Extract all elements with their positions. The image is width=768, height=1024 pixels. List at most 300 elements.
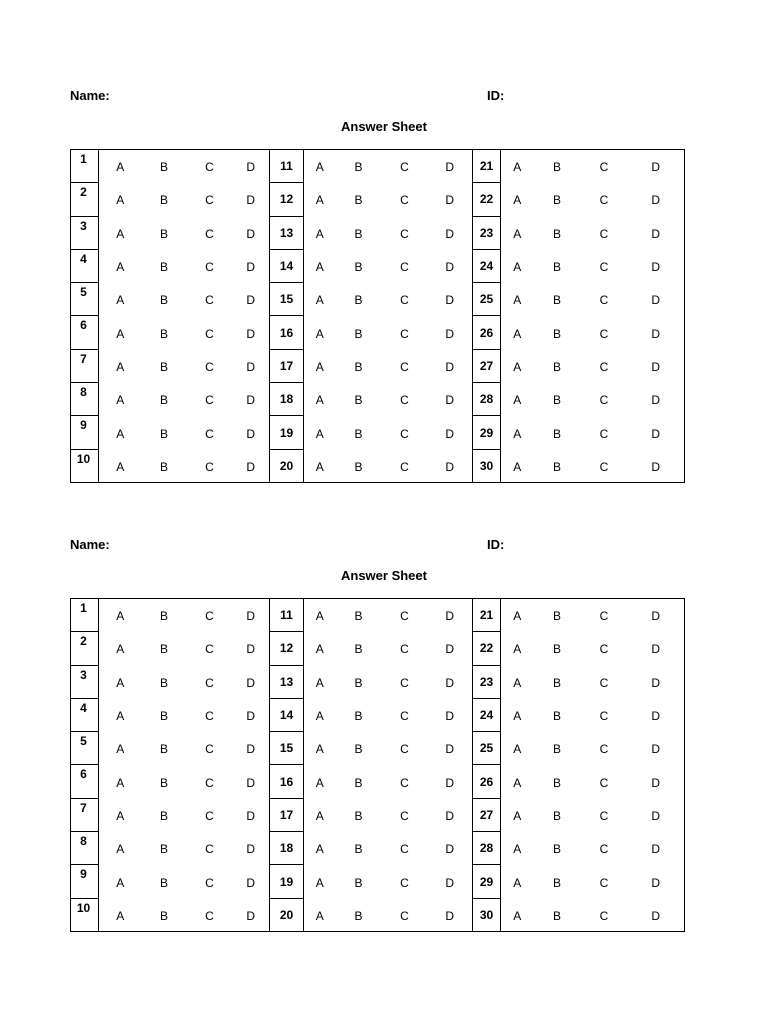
question-number: [270, 732, 304, 765]
answer-option: [142, 150, 187, 183]
question-number-text: 5: [80, 734, 87, 749]
answer-option: [428, 898, 473, 931]
answer-option: [99, 632, 142, 665]
answer-option-letter: D: [651, 875, 661, 890]
question-number-text: 28: [479, 841, 494, 856]
answer-option-letter: C: [205, 808, 214, 823]
answer-option: [382, 150, 428, 183]
answer-option-letter: B: [354, 675, 363, 690]
question-number: [473, 765, 501, 798]
answer-option: [628, 632, 685, 665]
answer-option-letter: C: [599, 426, 609, 441]
answer-option-letter: B: [354, 226, 363, 241]
answer-option-letter: A: [513, 293, 522, 308]
question-number-text: 12: [279, 641, 294, 656]
question-number-text: 3: [80, 218, 87, 233]
answer-option-letter: A: [116, 359, 125, 374]
answer-option: [233, 765, 270, 798]
question-number: [270, 865, 304, 898]
answer-option-letter: D: [445, 459, 455, 474]
answer-option: [142, 798, 187, 831]
answer-option-letter: A: [513, 875, 522, 890]
answer-option-letter: D: [445, 226, 455, 241]
answer-option-letter: A: [513, 742, 522, 757]
question-number: [71, 765, 99, 798]
answer-option: [99, 832, 142, 865]
answer-option: [304, 416, 336, 449]
answer-option: [233, 349, 270, 382]
question-number-text: 13: [279, 674, 294, 689]
answer-option: [501, 732, 534, 765]
answer-option-letter: B: [552, 609, 561, 624]
answer-row: [71, 865, 685, 898]
question-number-text: 26: [479, 774, 494, 789]
answer-option: [501, 416, 534, 449]
answer-option-letter: A: [315, 742, 324, 757]
answer-option: [187, 765, 233, 798]
question-number: [270, 316, 304, 349]
answer-option-letter: B: [552, 393, 561, 408]
answer-option-letter: B: [552, 742, 561, 757]
answer-option: [501, 698, 534, 731]
answer-option-letter: B: [159, 426, 168, 441]
answer-option-letter: C: [400, 842, 409, 857]
question-number-text: 16: [279, 325, 294, 340]
answer-option: [142, 449, 187, 482]
answer-option: [142, 665, 187, 698]
answer-option-letter: A: [116, 260, 125, 275]
answer-option-letter: D: [445, 742, 455, 757]
answer-option: [336, 632, 382, 665]
answer-option-letter: A: [315, 260, 324, 275]
answer-option: [187, 632, 233, 665]
answer-option: [628, 665, 685, 698]
answer-option-letter: C: [205, 742, 214, 757]
question-number: [71, 383, 99, 416]
answer-option-letter: D: [246, 359, 256, 374]
answer-option: [304, 449, 336, 482]
answer-option: [628, 732, 685, 765]
answer-option: [628, 383, 685, 416]
answer-option-letter: B: [354, 459, 363, 474]
answer-option: [99, 898, 142, 931]
answer-option: [304, 765, 336, 798]
answer-option-letter: B: [159, 609, 168, 624]
answer-option: [501, 898, 534, 931]
answer-option-letter: A: [513, 642, 522, 657]
answer-option-letter: B: [159, 808, 168, 823]
answer-option: [187, 249, 233, 282]
answer-option: [581, 599, 628, 632]
question-number: [270, 383, 304, 416]
answer-option: [581, 216, 628, 249]
question-number-text: 29: [479, 874, 494, 889]
answer-option-letter: A: [513, 160, 522, 175]
answer-option-letter: D: [651, 742, 661, 757]
question-number-text: 28: [479, 392, 494, 407]
answer-option: [233, 665, 270, 698]
answer-option: [142, 283, 187, 316]
answer-option-letter: A: [116, 775, 125, 790]
answer-option: [501, 183, 534, 216]
question-number: [270, 416, 304, 449]
answer-option: [142, 349, 187, 382]
answer-option-letter: A: [116, 426, 125, 441]
answer-option: [336, 283, 382, 316]
answer-option-letter: D: [651, 359, 661, 374]
answer-option: [233, 832, 270, 865]
answer-option: [501, 449, 534, 482]
answer-option-letter: D: [445, 293, 455, 308]
answer-option: [142, 249, 187, 282]
question-number-text: 6: [80, 318, 87, 333]
answer-option: [428, 150, 473, 183]
answer-option: [99, 349, 142, 382]
answer-option: [581, 732, 628, 765]
answer-option: [581, 383, 628, 416]
answer-option-letter: D: [651, 908, 661, 923]
answer-option: [428, 349, 473, 382]
answer-option-letter: B: [552, 709, 561, 724]
answer-option-letter: A: [513, 609, 522, 624]
question-number-text: 14: [279, 259, 294, 274]
answer-option: [304, 183, 336, 216]
question-number: [473, 698, 501, 731]
answer-option: [581, 865, 628, 898]
question-number: [71, 698, 99, 731]
answer-option: [233, 798, 270, 831]
answer-option-letter: D: [246, 908, 256, 923]
answer-option: [581, 316, 628, 349]
answer-option-letter: B: [354, 875, 363, 890]
sheet-title: Answer Sheet: [341, 568, 427, 583]
answer-row: [71, 698, 685, 731]
answer-option-letter: B: [552, 359, 561, 374]
answer-option: [501, 798, 534, 831]
question-number-text: 23: [479, 674, 494, 689]
answer-row: [71, 732, 685, 765]
answer-option: [336, 449, 382, 482]
answer-option: [428, 183, 473, 216]
answer-option: [382, 832, 428, 865]
question-number: [71, 665, 99, 698]
answer-option: [534, 449, 581, 482]
answer-option: [382, 898, 428, 931]
question-number-text: 18: [279, 392, 294, 407]
answer-option-letter: A: [315, 642, 324, 657]
answer-option: [382, 599, 428, 632]
question-number: [270, 349, 304, 382]
answer-option: [428, 383, 473, 416]
question-number: [270, 665, 304, 698]
answer-option-letter: B: [159, 709, 168, 724]
answer-option-letter: A: [315, 293, 324, 308]
question-number-text: 27: [479, 807, 494, 822]
name-label: Name:: [70, 537, 110, 552]
answer-option: [428, 732, 473, 765]
answer-option-letter: A: [315, 193, 324, 208]
question-number: [270, 283, 304, 316]
answer-option-letter: D: [445, 908, 455, 923]
answer-option-letter: A: [116, 808, 125, 823]
answer-option-letter: B: [552, 226, 561, 241]
answer-option: [501, 632, 534, 665]
answer-option: [534, 665, 581, 698]
answer-option: [534, 599, 581, 632]
question-number-text: 17: [279, 358, 294, 373]
answer-option: [501, 765, 534, 798]
question-number-text: 22: [479, 641, 494, 656]
answer-option-letter: A: [116, 293, 125, 308]
answer-option: [233, 216, 270, 249]
answer-option: [534, 150, 581, 183]
question-number: [270, 599, 304, 632]
answer-option-letter: D: [651, 293, 661, 308]
answer-option-letter: B: [159, 393, 168, 408]
answer-option-letter: D: [445, 393, 455, 408]
answer-option-letter: C: [599, 875, 609, 890]
question-number: [71, 599, 99, 632]
answer-option-letter: A: [513, 426, 522, 441]
answer-option-letter: A: [513, 226, 522, 241]
answer-option-letter: C: [599, 393, 609, 408]
answer-option-letter: D: [651, 459, 661, 474]
answer-option: [534, 632, 581, 665]
answer-option-letter: C: [599, 842, 609, 857]
question-number: [473, 216, 501, 249]
answer-option-letter: B: [159, 642, 168, 657]
answer-option: [187, 349, 233, 382]
answer-option: [581, 150, 628, 183]
answer-option-letter: C: [205, 709, 214, 724]
answer-option: [382, 249, 428, 282]
answer-row: [71, 150, 685, 183]
answer-option-letter: B: [552, 459, 561, 474]
answer-option: [233, 316, 270, 349]
question-number-text: 10: [76, 900, 91, 915]
answer-option-letter: A: [116, 675, 125, 690]
answer-option: [628, 798, 685, 831]
question-number-text: 2: [80, 185, 87, 200]
answer-option: [233, 698, 270, 731]
answer-option-letter: A: [315, 609, 324, 624]
answer-option: [99, 765, 142, 798]
answer-option-letter: D: [246, 609, 256, 624]
question-number-text: 1: [80, 152, 87, 166]
answer-option: [501, 316, 534, 349]
question-number: [71, 349, 99, 382]
answer-option-letter: B: [552, 326, 561, 341]
question-number-text: 21: [479, 159, 494, 174]
answer-option-letter: D: [445, 842, 455, 857]
answer-option: [304, 665, 336, 698]
sheet-title: Answer Sheet: [341, 119, 427, 134]
answer-option-letter: C: [599, 742, 609, 757]
answer-option-letter: C: [205, 842, 214, 857]
question-number-text: 30: [479, 907, 494, 922]
answer-option-letter: B: [552, 260, 561, 275]
answer-option: [99, 732, 142, 765]
answer-option: [501, 383, 534, 416]
answer-option: [534, 865, 581, 898]
answer-option: [428, 599, 473, 632]
question-number: [270, 832, 304, 865]
answer-option: [428, 832, 473, 865]
answer-option: [99, 316, 142, 349]
answer-option: [99, 599, 142, 632]
answer-option: [233, 865, 270, 898]
question-number: [473, 416, 501, 449]
question-number: [473, 316, 501, 349]
question-number: [473, 665, 501, 698]
answer-option: [382, 798, 428, 831]
answer-option-letter: D: [246, 775, 256, 790]
answer-option: [428, 698, 473, 731]
answer-option-letter: D: [246, 226, 256, 241]
answer-row: [71, 416, 685, 449]
answer-option-letter: B: [552, 293, 561, 308]
answer-option: [382, 383, 428, 416]
question-number-text: 29: [479, 425, 494, 440]
answer-option: [428, 316, 473, 349]
answer-option: [187, 865, 233, 898]
answer-option-letter: A: [315, 908, 324, 923]
answer-option-letter: B: [354, 193, 363, 208]
answer-option-letter: C: [205, 609, 214, 624]
answer-option-letter: B: [552, 160, 561, 175]
answer-option-letter: A: [315, 393, 324, 408]
answer-option: [501, 349, 534, 382]
answer-option-letter: D: [651, 160, 661, 175]
answer-option: [142, 765, 187, 798]
answer-option-letter: A: [116, 642, 125, 657]
question-number: [71, 283, 99, 316]
answer-option: [534, 698, 581, 731]
question-number: [473, 183, 501, 216]
answer-option: [382, 216, 428, 249]
answer-option-letter: A: [315, 426, 324, 441]
answer-option-letter: C: [400, 193, 409, 208]
answer-option: [142, 732, 187, 765]
answer-option-letter: C: [205, 459, 214, 474]
answer-option-letter: D: [651, 808, 661, 823]
answer-option: [142, 383, 187, 416]
question-number: [473, 865, 501, 898]
answer-option-letter: C: [400, 226, 409, 241]
question-number: [473, 150, 501, 183]
answer-option-letter: A: [513, 393, 522, 408]
answer-option-letter: A: [116, 908, 125, 923]
answer-option: [304, 865, 336, 898]
question-number: [71, 150, 99, 183]
answer-option: [187, 383, 233, 416]
answer-option-letter: C: [599, 293, 609, 308]
question-number: [270, 183, 304, 216]
answer-option: [501, 150, 534, 183]
answer-option-letter: C: [400, 393, 409, 408]
answer-option: [99, 865, 142, 898]
question-number-text: 21: [479, 608, 494, 623]
answer-option: [501, 665, 534, 698]
answer-option: [628, 316, 685, 349]
answer-option: [304, 798, 336, 831]
answer-option-letter: A: [116, 226, 125, 241]
answer-option-letter: C: [205, 642, 214, 657]
answer-option: [233, 150, 270, 183]
answer-option-letter: D: [651, 609, 661, 624]
question-number-text: 5: [80, 285, 87, 300]
answer-option: [382, 698, 428, 731]
question-number: [71, 249, 99, 282]
answer-option: [628, 416, 685, 449]
answer-row: [71, 449, 685, 482]
question-number-text: 20: [279, 907, 294, 922]
answer-option: [336, 183, 382, 216]
answer-option: [142, 416, 187, 449]
answer-option: [142, 216, 187, 249]
answer-option: [99, 665, 142, 698]
answer-option: [336, 898, 382, 931]
answer-option-letter: C: [205, 293, 214, 308]
answer-row: [71, 765, 685, 798]
answer-option: [304, 898, 336, 931]
answer-option-letter: A: [315, 160, 324, 175]
answer-option-letter: A: [315, 875, 324, 890]
answer-option: [187, 283, 233, 316]
answer-option-letter: D: [651, 426, 661, 441]
question-number: [473, 798, 501, 831]
answer-option-letter: B: [159, 875, 168, 890]
question-number-text: 30: [479, 458, 494, 473]
answer-option-letter: B: [354, 908, 363, 923]
answer-option-letter: C: [400, 908, 409, 923]
question-number: [71, 798, 99, 831]
answer-option-letter: A: [315, 709, 324, 724]
question-number-text: 2: [80, 634, 87, 649]
answer-option: [187, 898, 233, 931]
question-number-text: 11: [280, 159, 293, 174]
question-number: [71, 898, 99, 931]
answer-grid: [70, 149, 685, 483]
answer-option: [304, 349, 336, 382]
answer-option: [382, 665, 428, 698]
question-number-text: 24: [479, 259, 494, 274]
answer-option: [534, 183, 581, 216]
answer-row: [71, 283, 685, 316]
answer-option-letter: B: [354, 426, 363, 441]
question-number: [473, 632, 501, 665]
answer-option: [501, 865, 534, 898]
answer-option-letter: D: [651, 226, 661, 241]
answer-option-letter: D: [246, 293, 256, 308]
answer-option-letter: B: [552, 908, 561, 923]
answer-option: [581, 416, 628, 449]
id-label: ID:: [487, 88, 505, 103]
question-number: [71, 416, 99, 449]
answer-option-letter: C: [400, 326, 409, 341]
answer-option: [187, 665, 233, 698]
answer-row: [71, 832, 685, 865]
answer-option-letter: C: [400, 742, 409, 757]
question-number-text: 20: [279, 458, 294, 473]
answer-option-letter: B: [159, 160, 168, 175]
answer-option-letter: A: [315, 775, 324, 790]
question-number: [473, 449, 501, 482]
answer-option: [142, 698, 187, 731]
question-number: [473, 383, 501, 416]
answer-option: [382, 283, 428, 316]
answer-option-letter: C: [599, 709, 609, 724]
